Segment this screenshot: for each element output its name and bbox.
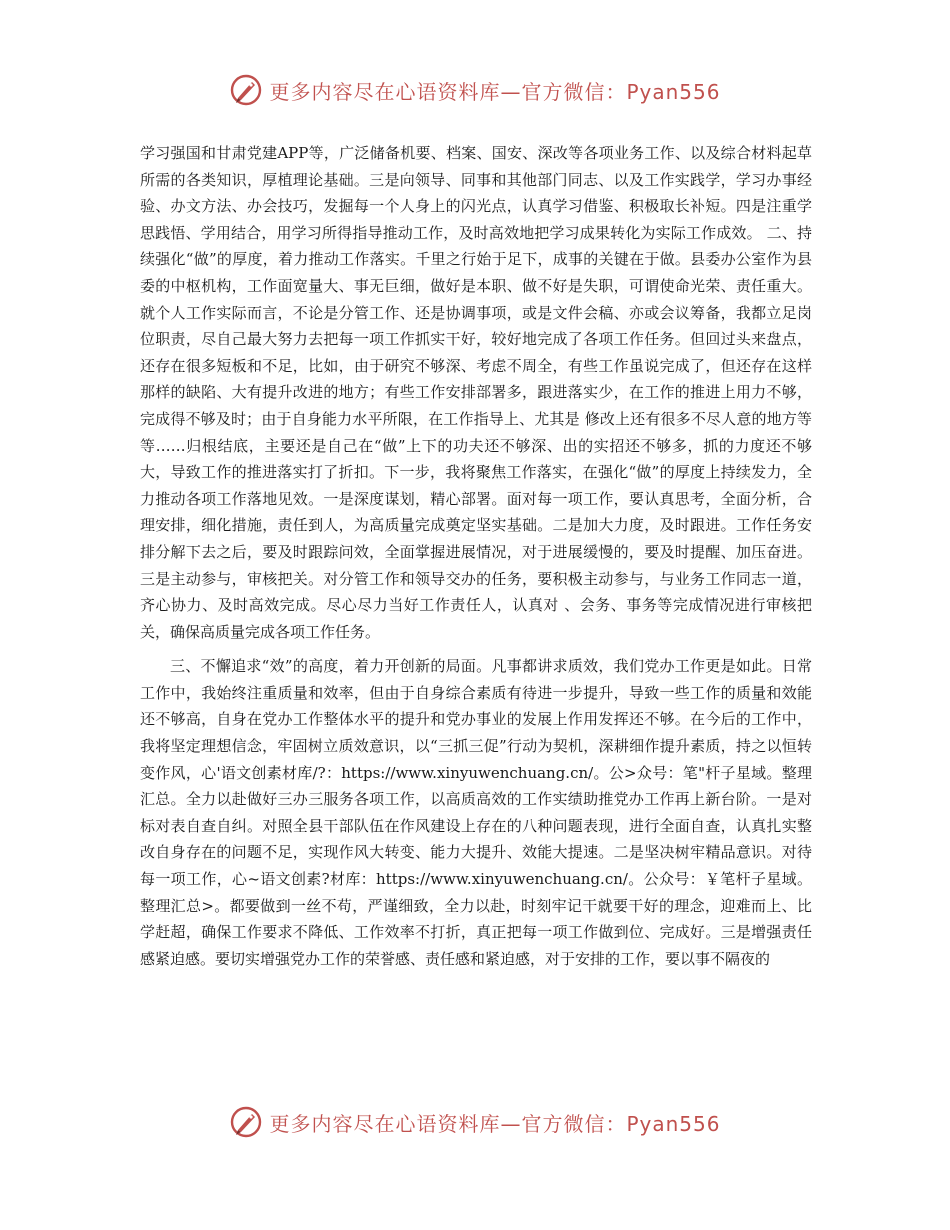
footer-banner-text: 更多内容尽在心语资料库—官方微信：Pyan556 — [269, 1111, 721, 1136]
paragraph-2: 三、不懈追求“效”的高度，着力开创新的局面。凡事都讲求质效，我们党办工作更是如此。日常工作中，我始终注重质量和效率，但由于自身综合素质有待进一步提升，导致一些工作的质量和效能还不够高，自身在党办工作整体水平的提升和党办事业的发展上作用发挥还不够。在今后的工作中，我将坚定理想信念，牢固树立质效意识，以“三抓三促”行动为契机，深耕细作提升素质，持之以恒转变作风，心'语文创素材库/?：https://www.xinyuwenchuang.cn/。公>众号：笔"杆子星域。整理汇总。全力以赴做好三办三服务各项工作，以高质高效的工作实绩助推党办工作再上新台阶。一是对标对表自查自纠。对照全县干部队伍在作风建设上存在的八种问题表现，进行全面自查，认真扎实整改自身存在的问题不足，实现作风大转变、能力大提升、效能大提速。二是坚决树牢精品意识。对待每一项工作，心~语文创素?材库：https://www.xinyuwenchuang.cn/。公众号：￥笔杆子星域。整理汇总>。都要做到一丝不苟，严谨细致，全力以赴，时刻牢记干就要干好的理念，迎难而上、比学赶超，确保工作要求不降低、工作效率不打折，真正把每一项工作做到位、完成好。三是增强责任感紧迫感。要切实增强党办工作的荣誉感、责任感和紧迫感，对于安排的工作，要以事不隔夜的 — [140, 657, 812, 968]
document-body — [140, 140, 812, 972]
paragraph-1: 学习强国和甘肃党建APP等，广泛储备机要、档案、国安、深改等各项业务工作、以及综合材料起草所需的各类知识，厚植理论基础。三是向领导、同事和其他部门同志、以及工作实践学，学习办事经验、办文方法、办会技巧，发掘每一个人身上的闪光点，认真学习借鉴、积极取长补短。四是注重学思践悟、学用结合，用学习所得指导推动工作，及时高效地把学习成果转化为实际工作成效。 二、持续强化“做”的厚度，着力推动工作落实。千里之行始于足下，成事的关键在于做。县委办公室作为县委的中枢机构，工作面宽量大、事无巨细，做好是本职、做不好是失职，可谓使命光荣、责任重大。就个人工作实际而言，不论是分管工作、还是协调事项，或是文件会稿、亦或会议筹备，我都立足岗位职责，尽自己最大努力去把每一项工作抓实干好，较好地完成了各项工作任务。但回过头来盘点，还存在很多短板和不足，比如，由于研究不够深、考虑不周全，有些工作虽说完成了，但还存在这样那样的缺陷、大有提升改进的地方；有些工作安排部署多，跟进落实少，在工作的推进上用力不够，完成得不够及时；由于自身能力水平所限，在工作指导上、尤其是 修改上还有很多不尽人意的地方等等……归根结底，主要还是自己在“做”上下的功夫还不够深、出的实招还不够多，抓的力度还不够大，导致工作的推进落实打了折扣。下一步，我将聚焦工作落实，在强化“做”的厚度上持续发力，全力推动各项工作落地见效。一是深度谋划，精心部署。面对每一项工作，要认真思考，全面分析，合理安排，细化措施，责任到人，为高质量完成奠定坚实基础。二是加大力度，及时跟进。工作任务安排分解下去之后，要及时跟踪问效，全面掌握进展情况，对于进展缓慢的，要及时提醒、加压奋进。三是主动参与，审核把关。对分管工作和领导交办的任务，要积极主动参与，与业务工作同志一道，齐心协力、及时高效完成。尽心尽力当好工作责任人，认真对 、会务、事务等完成情况进行审核把关，确保高质量完成各项工作任务。 — [140, 144, 812, 641]
pen-nib-logo-icon — [229, 1105, 263, 1139]
header-banner-text: 更多内容尽在心语资料库—官方微信：Pyan556 — [269, 79, 721, 104]
header-banner — [0, 70, 950, 110]
footer-banner — [0, 1102, 950, 1142]
pen-nib-logo-icon — [229, 73, 263, 107]
